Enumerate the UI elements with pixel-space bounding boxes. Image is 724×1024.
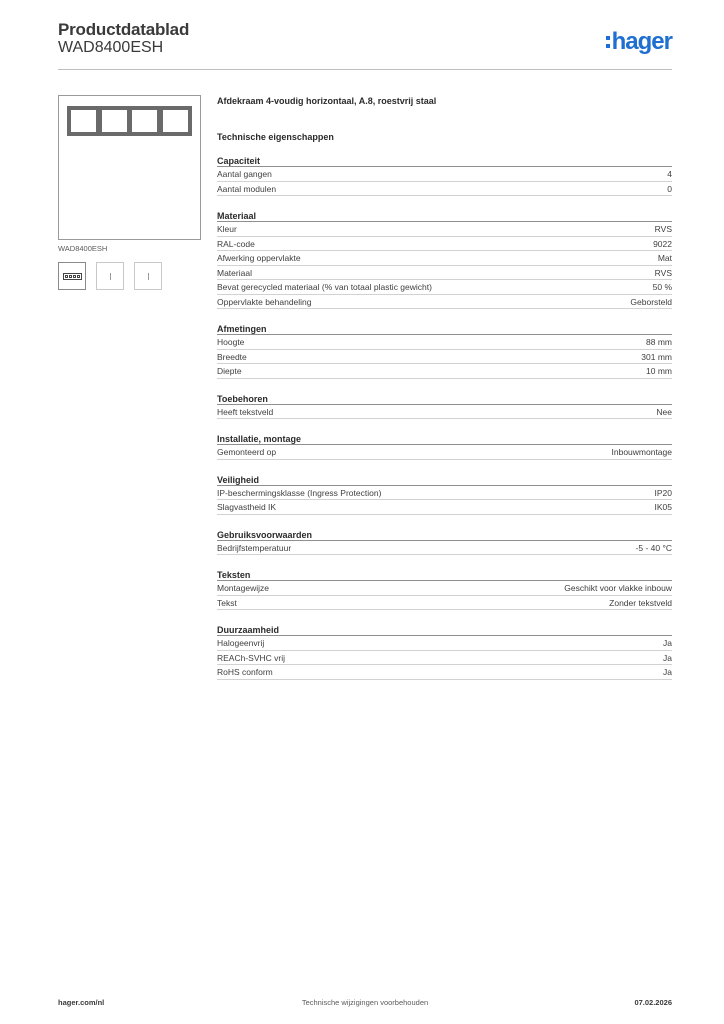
thumbnail-strip	[58, 262, 162, 290]
spec-value: Nee	[656, 406, 672, 417]
spec-group-title: Duurzaamheid	[217, 624, 672, 636]
spec-value: Geschikt voor vlakke inbouw	[564, 583, 672, 593]
spec-group	[217, 210, 672, 309]
spec-value: 0	[667, 183, 672, 194]
spec-row	[217, 237, 672, 252]
spec-groups	[217, 155, 672, 680]
spec-group	[217, 433, 672, 460]
document-title: Productdatablad	[58, 20, 190, 39]
spec-value: Mat	[657, 253, 672, 263]
spec-group-title: Teksten	[217, 569, 672, 581]
spec-label: Oppervlakte behandeling	[217, 296, 312, 307]
spec-row	[217, 222, 672, 237]
spec-value: IK05	[654, 502, 672, 512]
spec-value: 10 mm	[646, 366, 672, 376]
spec-label: REACh-SVHC vrij	[217, 652, 286, 663]
product-description: Afdekraam 4-voudig horizontaal, A.8, roestvrij staal	[217, 96, 437, 106]
spec-row	[217, 335, 672, 350]
spec-value: IP20	[654, 487, 672, 498]
spec-value: 4	[667, 169, 672, 179]
spec-row	[217, 596, 672, 611]
spec-label: RAL-code	[217, 238, 255, 249]
hager-logo[interactable]	[606, 30, 672, 54]
spec-group	[217, 474, 672, 515]
page-header	[58, 20, 672, 70]
spec-label: Slagvastheid IK	[217, 502, 277, 512]
spec-row	[217, 182, 672, 197]
spec-label: RoHS conform	[217, 667, 273, 677]
footer-disclaimer: Technische wijzigingen voorbehouden	[301, 998, 429, 1007]
spec-row	[217, 541, 672, 556]
spec-group	[217, 569, 672, 610]
spec-group-title: Veiligheid	[217, 474, 672, 486]
spec-row	[217, 266, 672, 281]
spec-value: Geborsteld	[630, 296, 672, 307]
specification-panel	[217, 95, 672, 680]
spec-row	[217, 581, 672, 596]
spec-row	[217, 167, 672, 182]
spec-label: Materiaal	[217, 267, 252, 278]
spec-row	[217, 651, 672, 666]
spec-row	[217, 665, 672, 680]
spec-label: Aantal modulen	[217, 183, 277, 194]
spec-value: 301 mm	[641, 351, 672, 362]
spec-value: Zonder tekstveld	[609, 597, 672, 608]
spec-label: Gemonteerd op	[217, 447, 277, 457]
spec-value: RVS	[654, 224, 672, 234]
frame-4-icon	[63, 273, 82, 280]
spec-label: Afwerking oppervlakte	[217, 253, 301, 263]
spec-row	[217, 364, 672, 379]
spec-label: Heeft tekstveld	[217, 406, 274, 417]
spec-group	[217, 155, 672, 196]
spec-group-title: Toebehoren	[217, 393, 672, 405]
spec-row	[217, 486, 672, 501]
spec-row	[217, 280, 672, 295]
spec-row	[217, 350, 672, 365]
spec-row	[217, 405, 672, 420]
spec-label: Kleur	[217, 224, 237, 234]
spec-label: Bevat gerecycled materiaal (% van totaal plastic gewicht)	[217, 282, 432, 292]
spec-label: Tekst	[217, 597, 237, 608]
spec-group	[217, 323, 672, 379]
spec-value: Ja	[663, 667, 672, 677]
spec-value: 50 %	[652, 282, 672, 292]
thumbnail-placeholder[interactable]	[96, 262, 124, 290]
spec-row	[217, 445, 672, 460]
spec-value: 88 mm	[646, 337, 672, 347]
spec-label: Bedrijfstemperatuur	[217, 542, 292, 553]
spec-row	[217, 500, 672, 515]
spec-value: RVS	[654, 267, 672, 278]
spec-label: Diepte	[217, 366, 242, 376]
placeholder-icon	[148, 273, 149, 280]
spec-label: Halogeenvrij	[217, 638, 265, 648]
spec-group-title: Materiaal	[217, 210, 672, 222]
spec-group-title: Afmetingen	[217, 323, 672, 335]
spec-row	[217, 251, 672, 266]
product-reference: WAD8400ESH	[58, 39, 164, 56]
spec-group	[217, 529, 672, 556]
spec-row	[217, 636, 672, 651]
footer-website-link[interactable]: hager.com/nl	[58, 998, 105, 1007]
cover-frame-illustration	[67, 106, 192, 136]
spec-value: -5 - 40 °C	[635, 542, 672, 553]
spec-value: Ja	[663, 652, 672, 663]
section-heading: Technische eigenschappen	[217, 132, 334, 142]
spec-row	[217, 295, 672, 310]
spec-label: Aantal gangen	[217, 169, 272, 179]
spec-label: Montagewijze	[217, 583, 269, 593]
page-footer	[58, 998, 672, 1010]
logo-colon-icon	[606, 36, 610, 48]
thumbnail-frame[interactable]	[58, 262, 86, 290]
logo-text: hager	[611, 28, 672, 55]
spec-group-title: Capaciteit	[217, 155, 672, 167]
placeholder-icon	[110, 273, 111, 280]
thumbnail-placeholder[interactable]	[134, 262, 162, 290]
spec-group	[217, 393, 672, 420]
spec-value: 9022	[653, 238, 672, 249]
footer-date: 07.02.2026	[634, 998, 672, 1007]
spec-group-title: Installatie, montage	[217, 433, 672, 445]
spec-label: IP-beschermingsklasse (Ingress Protection)	[217, 487, 382, 498]
spec-group	[217, 624, 672, 680]
spec-value: Ja	[663, 638, 672, 648]
spec-group-title: Gebruiksvoorwaarden	[217, 529, 672, 541]
spec-label: Breedte	[217, 351, 247, 362]
spec-label: Hoogte	[217, 337, 245, 347]
spec-value: Inbouwmontage	[611, 447, 672, 457]
image-caption: WAD8400ESH	[58, 244, 108, 253]
product-image[interactable]	[58, 95, 201, 240]
